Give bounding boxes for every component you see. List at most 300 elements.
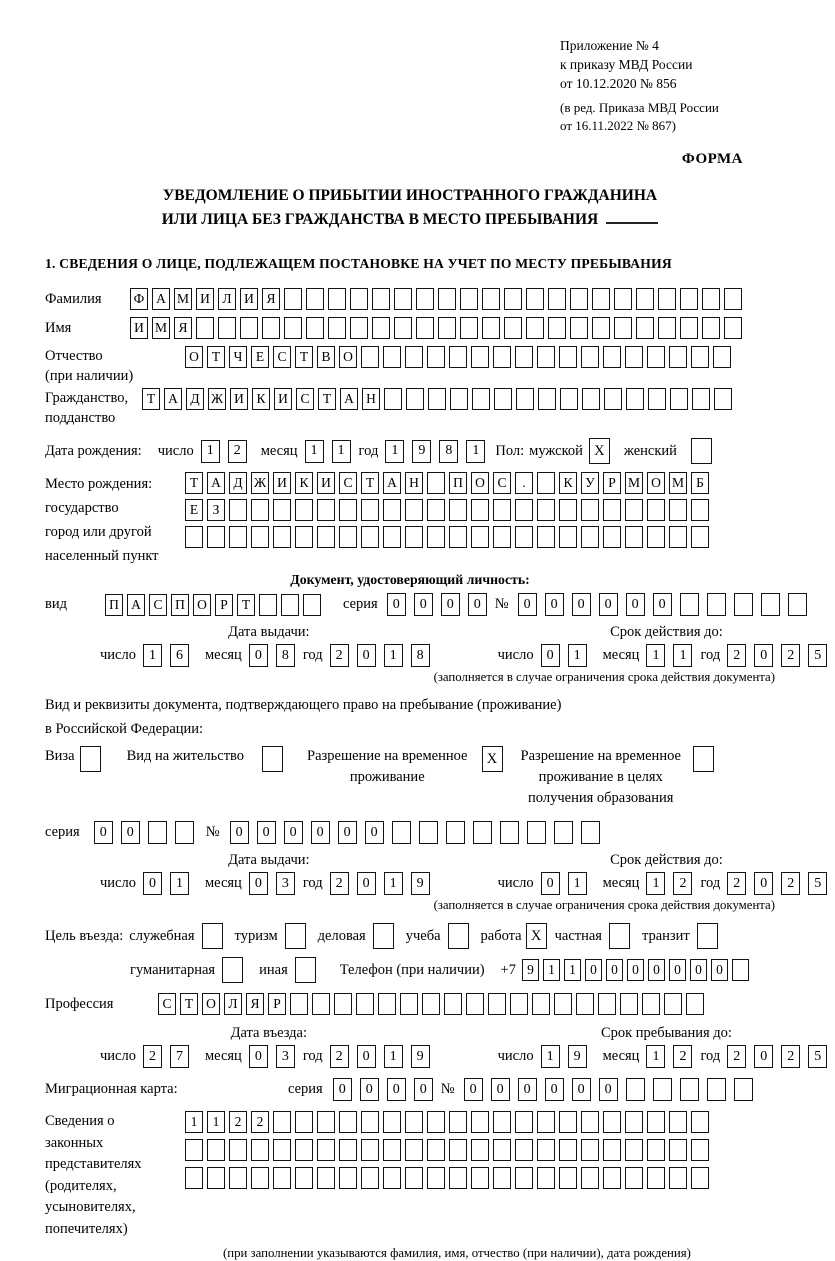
char-cell[interactable] <box>581 526 599 548</box>
purpose-tourism-checkbox[interactable] <box>285 923 306 949</box>
char-cell[interactable] <box>582 388 600 410</box>
char-cell[interactable]: 0 <box>357 644 376 667</box>
char-cell[interactable] <box>625 526 643 548</box>
char-cell[interactable]: П <box>105 594 123 616</box>
char-cell[interactable]: 2 <box>673 872 692 895</box>
char-cell[interactable] <box>251 526 269 548</box>
char-cell[interactable] <box>405 1167 423 1189</box>
char-cell[interactable]: О <box>647 472 665 494</box>
char-cell[interactable] <box>471 499 489 521</box>
visa-checkbox[interactable] <box>80 746 101 772</box>
char-cell[interactable] <box>493 1139 511 1161</box>
char-cell[interactable]: 0 <box>311 821 330 844</box>
char-cell[interactable] <box>383 526 401 548</box>
char-cell[interactable] <box>658 317 676 339</box>
char-cell[interactable] <box>702 288 720 310</box>
char-cell[interactable] <box>680 593 699 616</box>
char-cell[interactable] <box>526 317 544 339</box>
char-cell[interactable]: А <box>164 388 182 410</box>
sex-female-checkbox[interactable] <box>691 438 712 464</box>
char-cell[interactable] <box>559 1111 577 1133</box>
char-cell[interactable]: О <box>185 346 203 368</box>
char-cell[interactable]: 8 <box>276 644 295 667</box>
char-cell[interactable]: 2 <box>251 1111 269 1133</box>
char-cell[interactable] <box>702 317 720 339</box>
char-cell[interactable] <box>537 1111 555 1133</box>
char-cell[interactable]: Т <box>318 388 336 410</box>
char-cell[interactable]: 0 <box>257 821 276 844</box>
char-cell[interactable] <box>537 1167 555 1189</box>
char-cell[interactable]: 0 <box>414 593 433 616</box>
char-cell[interactable]: К <box>252 388 270 410</box>
char-cell[interactable]: 0 <box>143 872 162 895</box>
char-cell[interactable] <box>680 317 698 339</box>
char-cell[interactable]: 0 <box>541 644 560 667</box>
char-cell[interactable] <box>669 1111 687 1133</box>
char-cell[interactable] <box>648 388 666 410</box>
char-cell[interactable] <box>361 499 379 521</box>
char-cell[interactable] <box>625 499 643 521</box>
char-cell[interactable] <box>664 993 682 1015</box>
char-cell[interactable]: О <box>202 993 220 1015</box>
char-cell[interactable] <box>636 288 654 310</box>
char-cell[interactable]: М <box>152 317 170 339</box>
char-cell[interactable] <box>626 1078 645 1101</box>
char-cell[interactable] <box>449 499 467 521</box>
char-cell[interactable] <box>581 1139 599 1161</box>
char-cell[interactable]: 0 <box>585 959 602 981</box>
char-cell[interactable]: В <box>317 346 335 368</box>
char-cell[interactable] <box>647 1111 665 1133</box>
char-cell[interactable] <box>581 821 600 844</box>
char-cell[interactable]: Р <box>268 993 286 1015</box>
char-cell[interactable] <box>714 388 732 410</box>
char-cell[interactable]: 0 <box>690 959 707 981</box>
char-cell[interactable] <box>471 1167 489 1189</box>
char-cell[interactable] <box>669 1167 687 1189</box>
char-cell[interactable]: 5 <box>808 644 827 667</box>
char-cell[interactable] <box>471 346 489 368</box>
char-cell[interactable]: Т <box>185 472 203 494</box>
char-cell[interactable] <box>603 1167 621 1189</box>
char-cell[interactable] <box>339 1111 357 1133</box>
char-cell[interactable] <box>281 594 299 616</box>
char-cell[interactable] <box>229 499 247 521</box>
char-cell[interactable] <box>273 1167 291 1189</box>
char-cell[interactable] <box>537 1139 555 1161</box>
char-cell[interactable]: 5 <box>808 872 827 895</box>
char-cell[interactable] <box>788 593 807 616</box>
char-cell[interactable]: Д <box>229 472 247 494</box>
char-cell[interactable] <box>449 346 467 368</box>
char-cell[interactable] <box>306 317 324 339</box>
char-cell[interactable]: 1 <box>646 1045 665 1068</box>
char-cell[interactable] <box>229 1167 247 1189</box>
char-cell[interactable] <box>449 1111 467 1133</box>
char-cell[interactable] <box>559 1167 577 1189</box>
char-cell[interactable]: С <box>149 594 167 616</box>
char-cell[interactable] <box>251 499 269 521</box>
char-cell[interactable]: 1 <box>201 440 220 463</box>
char-cell[interactable]: Т <box>180 993 198 1015</box>
char-cell[interactable]: 1 <box>385 440 404 463</box>
char-cell[interactable] <box>303 594 321 616</box>
char-cell[interactable]: М <box>174 288 192 310</box>
char-cell[interactable] <box>691 1167 709 1189</box>
char-cell[interactable]: Н <box>405 472 423 494</box>
char-cell[interactable]: 0 <box>754 872 773 895</box>
char-cell[interactable]: 1 <box>568 644 587 667</box>
char-cell[interactable] <box>378 993 396 1015</box>
char-cell[interactable] <box>482 288 500 310</box>
char-cell[interactable] <box>328 288 346 310</box>
char-cell[interactable] <box>471 1111 489 1133</box>
char-cell[interactable]: 0 <box>627 959 644 981</box>
char-cell[interactable]: 1 <box>646 872 665 895</box>
char-cell[interactable]: 7 <box>170 1045 189 1068</box>
char-cell[interactable] <box>295 499 313 521</box>
char-cell[interactable]: У <box>581 472 599 494</box>
char-cell[interactable] <box>559 1139 577 1161</box>
char-cell[interactable] <box>449 1139 467 1161</box>
char-cell[interactable] <box>317 1111 335 1133</box>
char-cell[interactable]: 0 <box>541 872 560 895</box>
char-cell[interactable] <box>207 1139 225 1161</box>
char-cell[interactable] <box>229 1139 247 1161</box>
char-cell[interactable] <box>229 526 247 548</box>
char-cell[interactable] <box>515 1111 533 1133</box>
char-cell[interactable]: 1 <box>646 644 665 667</box>
char-cell[interactable] <box>450 388 468 410</box>
char-cell[interactable]: Т <box>237 594 255 616</box>
char-cell[interactable]: 0 <box>468 593 487 616</box>
char-cell[interactable] <box>295 1139 313 1161</box>
char-cell[interactable] <box>259 594 277 616</box>
char-cell[interactable] <box>642 993 660 1015</box>
char-cell[interactable] <box>560 388 578 410</box>
temp-residence-checkbox[interactable]: X <box>482 746 503 772</box>
char-cell[interactable] <box>538 388 556 410</box>
purpose-study-checkbox[interactable] <box>448 923 469 949</box>
char-cell[interactable]: 0 <box>545 593 564 616</box>
char-cell[interactable] <box>406 388 424 410</box>
char-cell[interactable] <box>361 1139 379 1161</box>
purpose-work-checkbox[interactable]: X <box>526 923 547 949</box>
char-cell[interactable] <box>428 388 446 410</box>
char-cell[interactable]: Т <box>207 346 225 368</box>
char-cell[interactable]: З <box>207 499 225 521</box>
char-cell[interactable] <box>185 526 203 548</box>
char-cell[interactable] <box>761 593 780 616</box>
char-cell[interactable]: С <box>493 472 511 494</box>
char-cell[interactable]: Т <box>142 388 160 410</box>
char-cell[interactable]: И <box>240 288 258 310</box>
char-cell[interactable] <box>392 821 411 844</box>
purpose-private-checkbox[interactable] <box>609 923 630 949</box>
char-cell[interactable]: 1 <box>305 440 324 463</box>
char-cell[interactable]: П <box>171 594 189 616</box>
char-cell[interactable]: Р <box>603 472 621 494</box>
char-cell[interactable]: Н <box>362 388 380 410</box>
char-cell[interactable]: Б <box>691 472 709 494</box>
char-cell[interactable]: Ф <box>130 288 148 310</box>
char-cell[interactable] <box>317 1167 335 1189</box>
char-cell[interactable]: 9 <box>412 440 431 463</box>
char-cell[interactable] <box>334 993 352 1015</box>
char-cell[interactable] <box>471 1139 489 1161</box>
char-cell[interactable] <box>653 1078 672 1101</box>
char-cell[interactable]: К <box>295 472 313 494</box>
char-cell[interactable] <box>427 1111 445 1133</box>
char-cell[interactable]: Л <box>218 288 236 310</box>
char-cell[interactable]: 0 <box>387 593 406 616</box>
char-cell[interactable] <box>598 993 616 1015</box>
char-cell[interactable]: 0 <box>626 593 645 616</box>
char-cell[interactable] <box>148 821 167 844</box>
purpose-official-checkbox[interactable] <box>202 923 223 949</box>
char-cell[interactable]: 1 <box>543 959 560 981</box>
char-cell[interactable]: 0 <box>121 821 140 844</box>
char-cell[interactable] <box>317 499 335 521</box>
char-cell[interactable] <box>438 317 456 339</box>
char-cell[interactable] <box>350 288 368 310</box>
char-cell[interactable] <box>603 526 621 548</box>
char-cell[interactable]: 0 <box>545 1078 564 1101</box>
char-cell[interactable] <box>669 499 687 521</box>
purpose-transit-checkbox[interactable] <box>697 923 718 949</box>
char-cell[interactable] <box>603 1111 621 1133</box>
char-cell[interactable]: 9 <box>568 1045 587 1068</box>
char-cell[interactable]: 2 <box>727 644 746 667</box>
char-cell[interactable] <box>218 317 236 339</box>
char-cell[interactable]: О <box>193 594 211 616</box>
char-cell[interactable]: 0 <box>387 1078 406 1101</box>
char-cell[interactable]: 0 <box>333 1078 352 1101</box>
char-cell[interactable] <box>383 1111 401 1133</box>
char-cell[interactable] <box>175 821 194 844</box>
char-cell[interactable] <box>515 1167 533 1189</box>
char-cell[interactable]: 3 <box>276 1045 295 1068</box>
char-cell[interactable] <box>460 288 478 310</box>
char-cell[interactable] <box>361 526 379 548</box>
char-cell[interactable]: Я <box>262 288 280 310</box>
char-cell[interactable] <box>554 993 572 1015</box>
char-cell[interactable] <box>416 317 434 339</box>
char-cell[interactable]: 2 <box>781 872 800 895</box>
char-cell[interactable]: С <box>339 472 357 494</box>
char-cell[interactable]: 0 <box>230 821 249 844</box>
temp-residence-education-checkbox[interactable] <box>693 746 714 772</box>
char-cell[interactable]: А <box>207 472 225 494</box>
char-cell[interactable] <box>647 1139 665 1161</box>
char-cell[interactable] <box>290 993 308 1015</box>
char-cell[interactable] <box>446 821 465 844</box>
char-cell[interactable] <box>620 993 638 1015</box>
char-cell[interactable] <box>625 1111 643 1133</box>
char-cell[interactable]: Ч <box>229 346 247 368</box>
char-cell[interactable] <box>515 346 533 368</box>
char-cell[interactable] <box>515 499 533 521</box>
char-cell[interactable] <box>526 288 544 310</box>
char-cell[interactable]: 0 <box>653 593 672 616</box>
char-cell[interactable]: К <box>559 472 577 494</box>
char-cell[interactable] <box>405 499 423 521</box>
char-cell[interactable] <box>658 288 676 310</box>
char-cell[interactable] <box>449 1167 467 1189</box>
char-cell[interactable] <box>339 1139 357 1161</box>
char-cell[interactable] <box>504 317 522 339</box>
char-cell[interactable]: 1 <box>568 872 587 895</box>
char-cell[interactable] <box>691 1139 709 1161</box>
char-cell[interactable]: С <box>273 346 291 368</box>
char-cell[interactable]: Р <box>215 594 233 616</box>
char-cell[interactable] <box>537 346 555 368</box>
char-cell[interactable] <box>537 472 555 494</box>
char-cell[interactable]: 0 <box>572 1078 591 1101</box>
char-cell[interactable]: И <box>274 388 292 410</box>
char-cell[interactable] <box>427 1139 445 1161</box>
char-cell[interactable] <box>427 1167 445 1189</box>
char-cell[interactable] <box>532 993 550 1015</box>
char-cell[interactable]: 8 <box>411 644 430 667</box>
char-cell[interactable]: И <box>196 288 214 310</box>
char-cell[interactable] <box>185 1167 203 1189</box>
char-cell[interactable] <box>669 1139 687 1161</box>
char-cell[interactable]: А <box>127 594 145 616</box>
char-cell[interactable] <box>581 499 599 521</box>
char-cell[interactable] <box>383 499 401 521</box>
char-cell[interactable] <box>647 499 665 521</box>
char-cell[interactable] <box>691 526 709 548</box>
char-cell[interactable]: 9 <box>411 872 430 895</box>
char-cell[interactable] <box>680 1078 699 1101</box>
char-cell[interactable] <box>400 993 418 1015</box>
char-cell[interactable] <box>724 317 742 339</box>
char-cell[interactable] <box>273 1139 291 1161</box>
char-cell[interactable] <box>504 288 522 310</box>
char-cell[interactable] <box>361 1111 379 1133</box>
char-cell[interactable] <box>625 1167 643 1189</box>
char-cell[interactable]: 2 <box>229 1111 247 1133</box>
char-cell[interactable]: 1 <box>384 1045 403 1068</box>
char-cell[interactable]: А <box>152 288 170 310</box>
char-cell[interactable] <box>614 288 632 310</box>
char-cell[interactable] <box>515 526 533 548</box>
char-cell[interactable]: 0 <box>94 821 113 844</box>
char-cell[interactable] <box>405 1111 423 1133</box>
char-cell[interactable]: 0 <box>357 1045 376 1068</box>
char-cell[interactable] <box>515 1139 533 1161</box>
char-cell[interactable]: 0 <box>754 644 773 667</box>
char-cell[interactable] <box>494 388 512 410</box>
sex-male-checkbox[interactable]: X <box>589 438 610 464</box>
char-cell[interactable] <box>240 317 258 339</box>
char-cell[interactable] <box>196 317 214 339</box>
char-cell[interactable]: . <box>515 472 533 494</box>
char-cell[interactable] <box>581 1111 599 1133</box>
char-cell[interactable]: О <box>471 472 489 494</box>
char-cell[interactable]: 0 <box>754 1045 773 1068</box>
char-cell[interactable] <box>460 317 478 339</box>
char-cell[interactable] <box>312 993 330 1015</box>
char-cell[interactable] <box>356 993 374 1015</box>
char-cell[interactable] <box>493 526 511 548</box>
char-cell[interactable] <box>405 1139 423 1161</box>
char-cell[interactable] <box>691 1111 709 1133</box>
char-cell[interactable] <box>636 317 654 339</box>
char-cell[interactable]: 8 <box>439 440 458 463</box>
char-cell[interactable] <box>493 346 511 368</box>
char-cell[interactable] <box>625 1139 643 1161</box>
char-cell[interactable] <box>516 388 534 410</box>
char-cell[interactable]: 0 <box>249 644 268 667</box>
char-cell[interactable]: 0 <box>338 821 357 844</box>
char-cell[interactable] <box>372 288 390 310</box>
char-cell[interactable]: 1 <box>466 440 485 463</box>
char-cell[interactable] <box>295 526 313 548</box>
char-cell[interactable] <box>284 288 302 310</box>
char-cell[interactable] <box>185 1139 203 1161</box>
char-cell[interactable] <box>691 346 709 368</box>
char-cell[interactable]: 0 <box>518 1078 537 1101</box>
char-cell[interactable] <box>724 288 742 310</box>
char-cell[interactable]: Я <box>246 993 264 1015</box>
char-cell[interactable]: 2 <box>781 644 800 667</box>
char-cell[interactable]: И <box>317 472 335 494</box>
char-cell[interactable] <box>405 526 423 548</box>
char-cell[interactable]: 0 <box>491 1078 510 1101</box>
char-cell[interactable]: 9 <box>522 959 539 981</box>
char-cell[interactable]: 1 <box>673 644 692 667</box>
char-cell[interactable] <box>422 993 440 1015</box>
char-cell[interactable] <box>493 1167 511 1189</box>
char-cell[interactable]: Д <box>186 388 204 410</box>
char-cell[interactable]: 0 <box>648 959 665 981</box>
char-cell[interactable] <box>339 499 357 521</box>
char-cell[interactable] <box>339 1167 357 1189</box>
char-cell[interactable] <box>581 346 599 368</box>
char-cell[interactable]: 0 <box>365 821 384 844</box>
char-cell[interactable]: А <box>340 388 358 410</box>
char-cell[interactable]: 0 <box>249 872 268 895</box>
char-cell[interactable] <box>427 472 445 494</box>
char-cell[interactable]: Я <box>174 317 192 339</box>
char-cell[interactable]: 0 <box>357 872 376 895</box>
char-cell[interactable] <box>427 346 445 368</box>
char-cell[interactable]: 0 <box>518 593 537 616</box>
char-cell[interactable] <box>707 1078 726 1101</box>
char-cell[interactable]: 0 <box>606 959 623 981</box>
char-cell[interactable] <box>251 1139 269 1161</box>
char-cell[interactable] <box>576 993 594 1015</box>
char-cell[interactable] <box>427 526 445 548</box>
char-cell[interactable] <box>444 993 462 1015</box>
char-cell[interactable]: 1 <box>541 1045 560 1068</box>
char-cell[interactable] <box>692 388 710 410</box>
char-cell[interactable]: 3 <box>276 872 295 895</box>
char-cell[interactable] <box>647 346 665 368</box>
char-cell[interactable] <box>262 317 280 339</box>
char-cell[interactable]: 0 <box>360 1078 379 1101</box>
char-cell[interactable]: И <box>130 317 148 339</box>
char-cell[interactable]: 6 <box>170 644 189 667</box>
char-cell[interactable] <box>647 526 665 548</box>
char-cell[interactable] <box>713 346 731 368</box>
char-cell[interactable]: 2 <box>330 644 349 667</box>
char-cell[interactable]: Ж <box>251 472 269 494</box>
char-cell[interactable] <box>394 317 412 339</box>
char-cell[interactable]: Т <box>361 472 379 494</box>
